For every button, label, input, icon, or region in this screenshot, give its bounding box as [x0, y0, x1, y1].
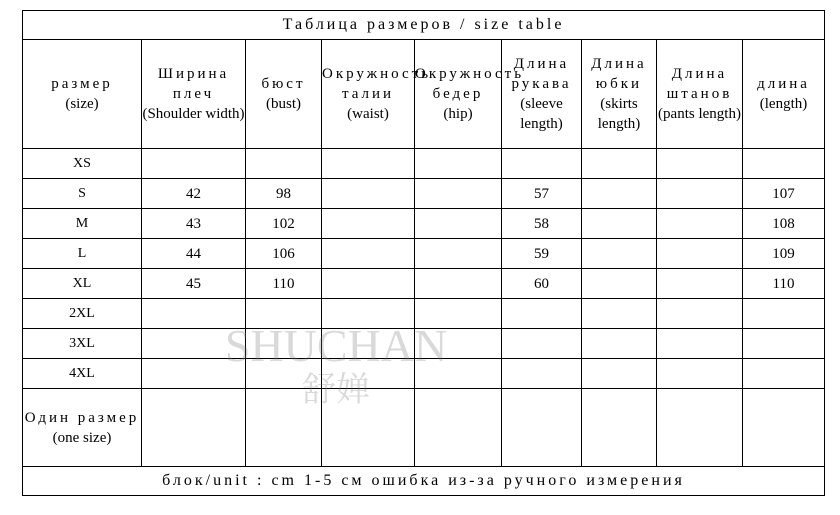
cell-skirt — [582, 359, 657, 389]
table-row — [23, 149, 825, 179]
column-header — [657, 40, 743, 149]
watermark-latin: SHUCHAN — [224, 320, 448, 371]
table-cell — [502, 389, 582, 467]
table-cell — [142, 389, 246, 467]
cell-length — [743, 149, 825, 179]
cell-shoulder — [142, 329, 246, 359]
cell-pants — [657, 149, 743, 179]
cell-skirt — [582, 209, 657, 239]
cell-hip — [415, 359, 502, 389]
column-header-ru: размер — [51, 76, 113, 92]
size-label: 2XL — [23, 299, 142, 329]
cell-hip — [415, 149, 502, 179]
column-header — [502, 40, 582, 149]
column-header-en: (bust) — [266, 96, 301, 112]
cell-skirt — [582, 239, 657, 269]
cell-pants — [657, 269, 743, 299]
column-header-en: (Shoulder width) — [142, 106, 245, 122]
cell-sleeve — [502, 359, 582, 389]
column-header — [142, 40, 246, 149]
one-size-label — [23, 389, 142, 467]
cell-length: 108 — [743, 209, 825, 239]
cell-waist — [322, 269, 415, 299]
watermark-cjk: 舒婵 — [302, 370, 370, 410]
cell-hip — [415, 209, 502, 239]
table-cell — [657, 389, 743, 467]
one-size-row — [23, 389, 825, 467]
column-header — [322, 40, 432, 149]
cell-waist — [322, 209, 415, 239]
column-header — [582, 40, 657, 149]
size-label: XL — [23, 269, 142, 299]
size-label: XS — [23, 149, 142, 179]
header-row — [23, 40, 825, 149]
size-label: 3XL — [23, 329, 142, 359]
cell-bust — [246, 299, 322, 329]
cell-skirt — [582, 149, 657, 179]
cell-pants — [657, 359, 743, 389]
cell-shoulder: 43 — [142, 209, 246, 239]
size-label: 4XL — [23, 359, 142, 389]
cell-shoulder: 42 — [142, 179, 246, 209]
cell-shoulder: 44 — [142, 239, 246, 269]
cell-pants — [657, 179, 743, 209]
cell-skirt — [582, 329, 657, 359]
cell-sleeve: 60 — [502, 269, 582, 299]
table-title: Таблица размеров / size table — [23, 11, 825, 40]
column-header-en: (length) — [759, 96, 808, 112]
cell-hip — [415, 179, 502, 209]
cell-hip — [415, 239, 502, 269]
column-header — [743, 40, 825, 149]
table-row — [23, 329, 825, 359]
cell-length: 107 — [743, 179, 825, 209]
cell-skirt — [582, 299, 657, 329]
cell-bust: 110 — [246, 269, 322, 299]
cell-waist — [322, 299, 415, 329]
cell-sleeve: 57 — [502, 179, 582, 209]
table-cell — [322, 389, 415, 467]
cell-skirt — [582, 179, 657, 209]
cell-shoulder — [142, 359, 246, 389]
column-header-en: (sleeve length) — [520, 96, 563, 132]
cell-skirt — [582, 269, 657, 299]
cell-shoulder: 45 — [142, 269, 246, 299]
cell-sleeve — [502, 329, 582, 359]
cell-sleeve: 58 — [502, 209, 582, 239]
cell-pants — [657, 329, 743, 359]
cell-hip — [415, 329, 502, 359]
column-header-ru: длина — [757, 76, 810, 92]
cell-pants — [657, 299, 743, 329]
table-cell — [743, 389, 825, 467]
cell-length: 110 — [743, 269, 825, 299]
cell-bust — [246, 359, 322, 389]
cell-waist — [322, 179, 415, 209]
cell-hip — [415, 269, 502, 299]
table-footer: блок/unit : cm 1-5 см ошибка из-за ручного измерения — [23, 467, 825, 496]
cell-bust — [246, 149, 322, 179]
cell-pants — [657, 209, 743, 239]
table-row — [23, 239, 825, 269]
cell-bust — [246, 329, 322, 359]
table-row — [23, 299, 825, 329]
cell-bust: 98 — [246, 179, 322, 209]
column-header-ru: бюст — [261, 76, 306, 92]
cell-length — [743, 359, 825, 389]
cell-waist — [322, 329, 415, 359]
one-size-ru: Один размер — [24, 409, 140, 426]
table-row — [23, 179, 825, 209]
cell-bust: 106 — [246, 239, 322, 269]
table-row — [23, 209, 825, 239]
size-label: S — [23, 179, 142, 209]
cell-shoulder — [142, 149, 246, 179]
column-header-ru: Ширина плеч — [157, 66, 230, 102]
column-header-en: (hip) — [443, 106, 473, 122]
cell-length — [743, 329, 825, 359]
cell-length: 109 — [743, 239, 825, 269]
column-header-ru: Окружность бедер — [415, 66, 525, 102]
table-row — [23, 269, 825, 299]
column-header-ru: Окружность талии — [322, 66, 432, 102]
size-table — [22, 10, 825, 496]
column-header-ru: Длина штанов — [666, 66, 733, 102]
cell-waist — [322, 239, 415, 269]
cell-pants — [657, 239, 743, 269]
column-header — [23, 40, 142, 149]
column-header-en: (skirts length) — [597, 96, 641, 132]
column-header-ru: Длина рукава — [511, 56, 572, 92]
cell-sleeve — [502, 149, 582, 179]
cell-bust: 102 — [246, 209, 322, 239]
table-cell — [582, 389, 657, 467]
one-size-en: (one size) — [52, 429, 112, 446]
column-header-en: (size) — [65, 96, 99, 112]
cell-waist — [322, 149, 415, 179]
column-header — [415, 40, 525, 149]
column-header-ru: Длина юбки — [591, 56, 647, 92]
cell-length — [743, 299, 825, 329]
column-header-en: (waist) — [347, 106, 389, 122]
table-row — [23, 359, 825, 389]
size-label: L — [23, 239, 142, 269]
cell-shoulder — [142, 299, 246, 329]
cell-sleeve: 59 — [502, 239, 582, 269]
table-cell — [246, 389, 322, 467]
cell-sleeve — [502, 299, 582, 329]
size-label: M — [23, 209, 142, 239]
cell-hip — [415, 299, 502, 329]
column-header-en: (pants length) — [658, 106, 741, 122]
table-cell — [415, 389, 502, 467]
cell-waist — [322, 359, 415, 389]
size-chart — [22, 10, 824, 496]
column-header — [246, 40, 322, 149]
